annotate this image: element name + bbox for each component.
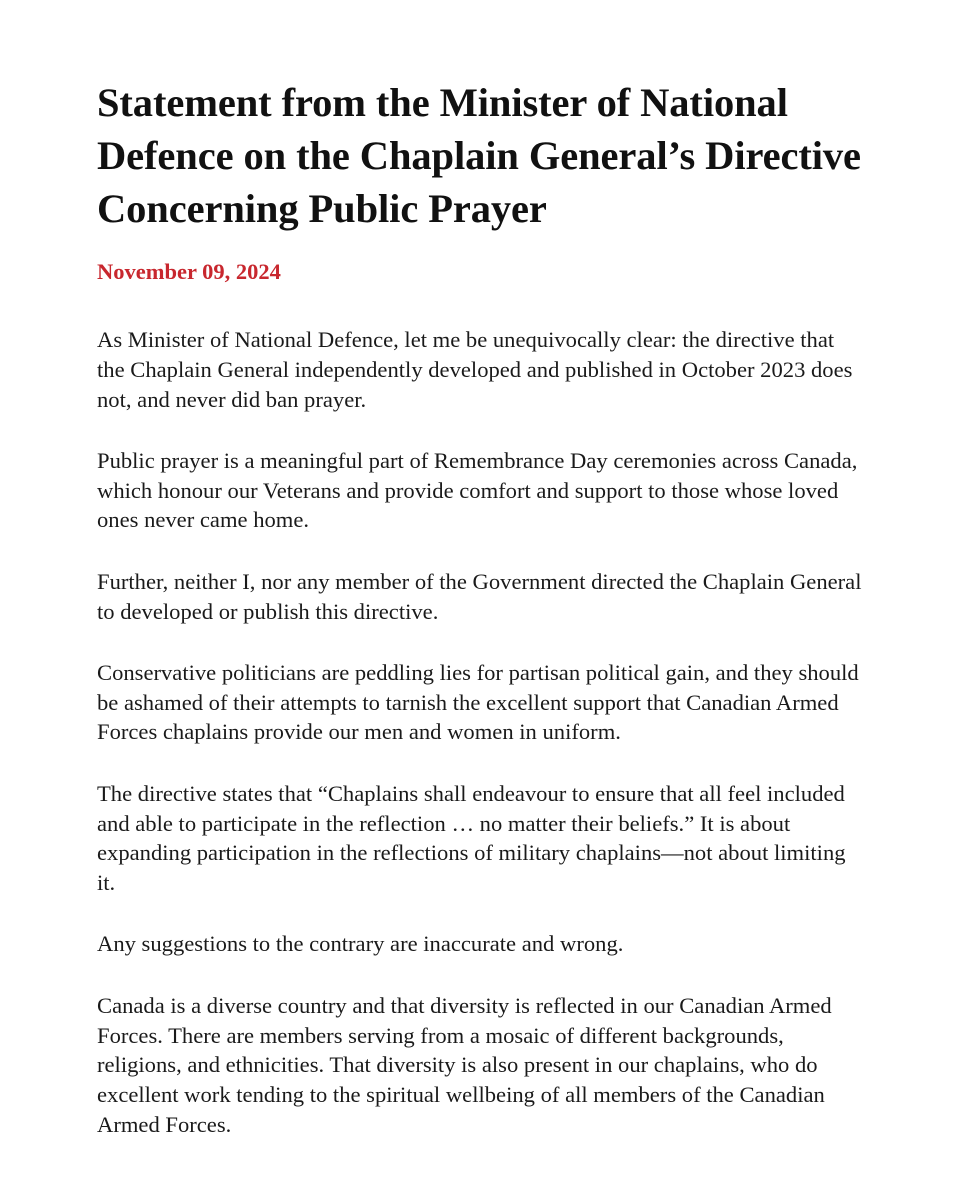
paragraph-6: Any suggestions to the contrary are inaccurate and wrong. (97, 931, 624, 957)
paragraph-3: Further, neither I, nor any member of the Government directed the Chaplain General to developed or publish this directive. (97, 568, 862, 624)
paragraph-1: As Minister of National Defence, let me be unequivocally clear: the directive that the Chaplain General independently developed and published in October 2023 does not, and never did ban prayer. (97, 327, 853, 412)
paragraph-7: Canada is a diverse country and that diversity is reflected in our Canadian Armed Forces. There are members serving from a mosaic of different backgrounds, religions, and ethnicities. That diversity is also present in our chaplains, who do excellent work tending to the spiritual wellbeing of all members of the Canadian Armed Forces. (97, 992, 832, 1137)
page-title: Statement from the Minister of National Defence on the Chaplain General’s Directive Concerning Public Prayer (97, 80, 861, 231)
publication-date: November 09, 2024 (97, 259, 281, 284)
paragraph-2: Public prayer is a meaningful part of Remembrance Day ceremonies across Canada, which honour our Veterans and provide comfort and support to those whose loved ones never came home. (97, 447, 858, 533)
paragraph-5: The directive states that “Chaplains shall endeavour to ensure that all feel included and able to participate in the reflection … no matter their beliefs.” It is about expanding participation in the reflections of military chaplains—not about limiting it. (97, 780, 846, 896)
paragraph-4: Conservative politicians are peddling lies for partisan political gain, and they should be ashamed of their attempts to tarnish the excellent support that Canadian Armed Forces chaplains provide our men and women in uniform. (97, 659, 859, 745)
statement-body (97, 325, 864, 1140)
